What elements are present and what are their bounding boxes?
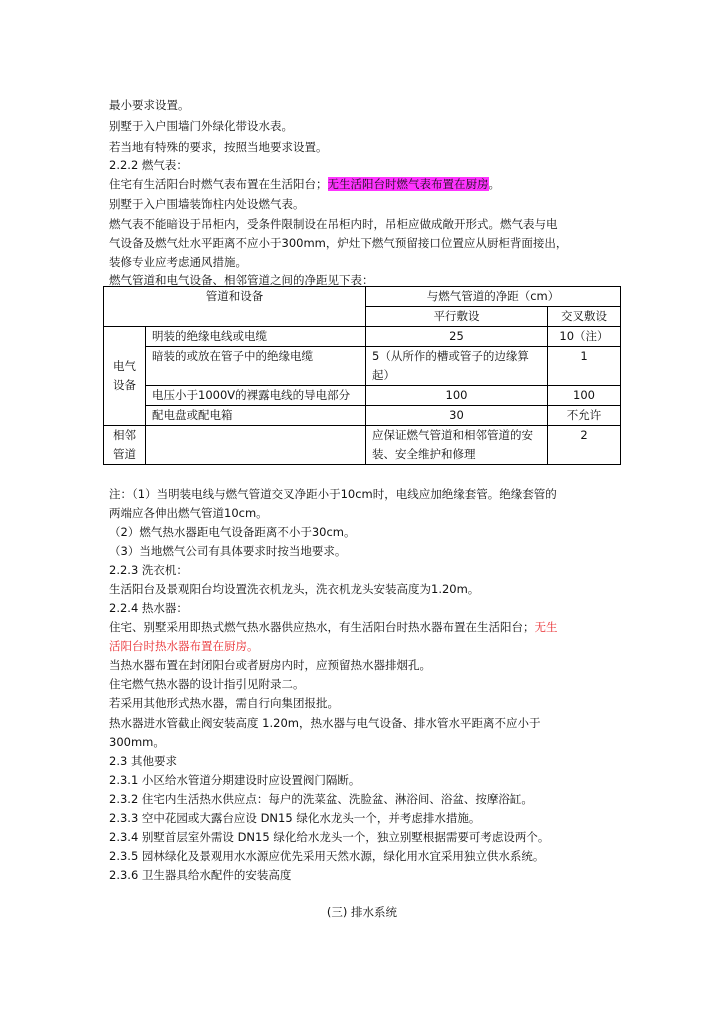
note-line: （2）燃气热水器距电气设备距离不小于30cm。 [109,525,356,539]
section-heading: 2.3 其他要求 [109,754,177,768]
table-cell: 100 [366,386,548,406]
table-cell: 2 [548,426,621,465]
highlighted-text: 无生活阳台时燃气表布置在厨房 [327,177,489,191]
heater-location-line [109,617,629,637]
table-cell: 1 [548,347,621,386]
table-cell: 应保证燃气管道和相邻管道的安装、安全维护和修理 [366,426,548,465]
text-line: 300mm。 [109,735,165,749]
section-heading: 2.2.3 洗衣机： [109,563,188,577]
table-row [104,406,621,426]
table-cell: 暗装的或放在管子中的绝缘电缆 [146,347,366,386]
table-cell: 5（从所作的槽或管子的边缘算起） [366,347,548,386]
red-text: 无生 [534,620,558,634]
text-line: 2.3.1 小区给水管道分期建设时应设置阀门隔断。 [109,773,361,787]
text-line: 2.3.2 住宅内生活热水供应点：每户的洗菜盆、洗脸盆、淋浴间、浴盆、按摩浴缸。 [109,792,533,806]
table-row [104,426,621,465]
text-line: 最小要求设置。 [109,98,190,112]
table-cell: 不允许 [548,406,621,426]
table-group-cell: 相邻管道 [104,426,146,465]
text-line: 别墅于入户围墙门外绿化带设水表。 [109,119,293,133]
text-segment: 。 [488,177,500,191]
text-line: 燃气表不能暗设于吊柜内，受条件限制设在吊柜内时，吊柜应做成敞开形式。燃气表与电 [109,217,558,231]
table-row [104,347,621,386]
note-line: （3）当地燃气公司有具体要求时按当地要求。 [109,544,347,558]
table-row [104,386,621,406]
text-line: 2.3.5 园林绿化及景观用水水源应优先采用天然水源，绿化用水宜采用独立供水系统。 [109,849,545,863]
table-cell: 电压小于1000V的裸露电线的导电部分 [146,386,366,406]
table-cell: 25 [366,327,548,347]
table-row [104,327,621,347]
text-line: 气设备及燃气灶水平距离不应小于300mm，炉灶下燃气预留接口位置应从厨柜背面接出， [109,236,568,250]
text-line: 若当地有特殊的要求，按照当地要求设置。 [109,140,328,154]
table-cell: 配电盘或配电箱 [146,406,366,426]
section-heading: 2.2.4 热水器： [109,601,188,615]
table-header-row [104,287,621,307]
table-header-cell: 交叉敷设 [548,307,621,327]
text-line: 2.3.3 空中花园或大露台应设 DN15 绿化水龙头一个，并考虑排水措施。 [109,811,481,825]
table-group-cell: 电气设备 [104,327,146,426]
table-header-cell: 管道和设备 [104,287,366,327]
text-line: 若采用其他形式热水器，需自行向集团报批。 [109,696,339,710]
text-line: 2.3.6 卫生器具给水配件的安装高度 [109,868,292,882]
table-cell: 明装的绝缘电线或电缆 [146,327,366,347]
text-line: 生活阳台及景观阳台均设置洗衣机龙头，洗衣机龙头安装高度为1.20m。 [109,582,480,596]
table-cell: 10（注） [548,327,621,347]
table-cell: 30 [366,406,548,426]
text-line: 别墅于入户围墙装饰柱内处设燃气表。 [109,197,305,211]
text-line: 住宅燃气热水器的设计指引见附录二。 [109,677,305,691]
section-heading: 2.2.2 燃气表： [109,158,188,172]
text-line: 2.3.4 别墅首层室外需设 DN15 绿化给水龙头一个，独立别墅根据需要可考虑设两个。 [109,830,550,844]
text-segment: 住宅、别墅采用即热式燃气热水器供应热水，有生活阳台时热水器布置在生活阳台； [109,620,535,634]
table-cell: 100 [548,386,621,406]
red-text: 活阳台时热水器布置在厨房。 [109,639,259,653]
table-header-cell: 平行敷设 [366,307,548,327]
note-line: 两端应各伸出燃气管道10cm。 [109,506,268,520]
note-line: 注：（1）当明装电线与燃气管道交叉净距小于10cm时，电线应加绝缘套管。绝缘套管的 [109,487,557,501]
text-line: 热水器进水管截止阀安装高度 1.20m，热水器与电气设备、排水管水平距离不应小于 [109,716,541,730]
gas-meter-location-line [109,174,629,194]
table-intro: 燃气管道和电气设备、相邻管道之间的净距见下表： [109,273,374,287]
text-line: 装修专业应考虑通风措施。 [109,255,247,269]
table-cell [146,426,366,465]
section-caption: (三) 排水系统 [326,905,398,919]
clearance-table [103,286,621,465]
table-header-cell: 与燃气管道的净距（cm） [366,287,621,307]
text-segment: 住宅有生活阳台时燃气表布置在生活阳台； [109,177,328,191]
text-line: 当热水器布置在封闭阳台或者厨房内时，应预留热水器排烟孔。 [109,658,431,672]
